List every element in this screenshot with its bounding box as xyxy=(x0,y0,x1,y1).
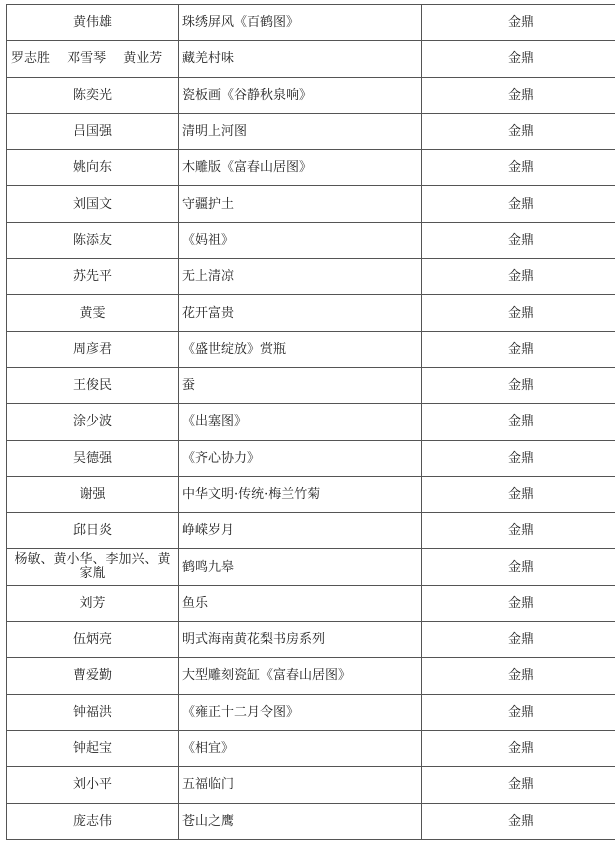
artist-name-cell: 钟起宝 xyxy=(7,730,179,766)
award-cell: 金鼎 xyxy=(422,440,615,476)
award-cell: 金鼎 xyxy=(422,295,615,331)
award-table xyxy=(6,4,615,840)
work-title-cell: 《盛世绽放》赏瓶 xyxy=(179,331,422,367)
artist-name-cell: 王俊民 xyxy=(7,367,179,403)
award-cell: 金鼎 xyxy=(422,585,615,621)
artist-name-cell: 涂少波 xyxy=(7,404,179,440)
table-row xyxy=(7,331,615,367)
award-cell: 金鼎 xyxy=(422,77,615,113)
work-title-cell: 无上清凉 xyxy=(179,259,422,295)
work-title-cell: 苍山之鹰 xyxy=(179,803,422,839)
table-row xyxy=(7,113,615,149)
table-row xyxy=(7,295,615,331)
table-row xyxy=(7,730,615,766)
work-title-cell: 瓷板画《谷静秋泉响》 xyxy=(179,77,422,113)
work-title-cell: 《妈祖》 xyxy=(179,222,422,258)
artist-name-cell: 陈添友 xyxy=(7,222,179,258)
award-cell: 金鼎 xyxy=(422,41,615,77)
award-cell: 金鼎 xyxy=(422,767,615,803)
award-table-body xyxy=(7,5,615,840)
table-row xyxy=(7,549,615,585)
artist-name-cell: 刘芳 xyxy=(7,585,179,621)
table-row xyxy=(7,622,615,658)
artist-name-cell: 苏先平 xyxy=(7,259,179,295)
award-cell: 金鼎 xyxy=(422,222,615,258)
award-cell: 金鼎 xyxy=(422,803,615,839)
artist-name-cell: 钟福洪 xyxy=(7,694,179,730)
artist-name-cell: 谢强 xyxy=(7,476,179,512)
table-row xyxy=(7,767,615,803)
artist-name-cell: 黄雯 xyxy=(7,295,179,331)
artist-name-cell: 杨敏、黄小华、李加兴、黄家胤 xyxy=(7,549,179,585)
table-row xyxy=(7,694,615,730)
artist-name-cell: 刘国文 xyxy=(7,186,179,222)
table-row xyxy=(7,658,615,694)
work-title-cell: 《出塞图》 xyxy=(179,404,422,440)
work-title-cell: 花开富贵 xyxy=(179,295,422,331)
award-cell: 金鼎 xyxy=(422,730,615,766)
table-row xyxy=(7,186,615,222)
table-row xyxy=(7,5,615,41)
artist-name-cell: 姚向东 xyxy=(7,150,179,186)
artist-name-cell: 吕国强 xyxy=(7,113,179,149)
work-title-cell: 木雕版《富春山居图》 xyxy=(179,150,422,186)
table-row xyxy=(7,222,615,258)
artist-name-cell: 罗志胜 邓雪琴 黄业芳 xyxy=(7,41,179,77)
artist-name-cell: 伍炳亮 xyxy=(7,622,179,658)
table-row xyxy=(7,77,615,113)
award-cell: 金鼎 xyxy=(422,259,615,295)
award-cell: 金鼎 xyxy=(422,186,615,222)
table-row xyxy=(7,150,615,186)
artist-name-cell: 刘小平 xyxy=(7,767,179,803)
work-title-cell: 《齐心协力》 xyxy=(179,440,422,476)
table-row xyxy=(7,41,615,77)
artist-name-cell: 周彦君 xyxy=(7,331,179,367)
work-title-cell: 守疆护土 xyxy=(179,186,422,222)
work-title-cell: 清明上河图 xyxy=(179,113,422,149)
artist-name-cell: 庞志伟 xyxy=(7,803,179,839)
award-cell: 金鼎 xyxy=(422,367,615,403)
artist-name-cell: 陈奕光 xyxy=(7,77,179,113)
work-title-cell: 鱼乐 xyxy=(179,585,422,621)
award-cell: 金鼎 xyxy=(422,404,615,440)
work-title-cell: 峥嵘岁月 xyxy=(179,513,422,549)
artist-name-cell: 邱日炎 xyxy=(7,513,179,549)
table-row xyxy=(7,513,615,549)
work-title-cell: 鹤鸣九皋 xyxy=(179,549,422,585)
award-cell: 金鼎 xyxy=(422,476,615,512)
work-title-cell: 大型雕刻瓷缸《富春山居图》 xyxy=(179,658,422,694)
artist-name-cell: 曹爱勤 xyxy=(7,658,179,694)
work-title-cell: 《雍正十二月令图》 xyxy=(179,694,422,730)
work-title-cell: 明式海南黄花梨书房系列 xyxy=(179,622,422,658)
table-row xyxy=(7,367,615,403)
work-title-cell: 五福临门 xyxy=(179,767,422,803)
artist-name-cell: 吴德强 xyxy=(7,440,179,476)
artist-name-cell: 黄伟雄 xyxy=(7,5,179,41)
table-row xyxy=(7,404,615,440)
award-cell: 金鼎 xyxy=(422,658,615,694)
table-row xyxy=(7,259,615,295)
work-title-cell: 珠绣屏风《百鹤图》 xyxy=(179,5,422,41)
table-row xyxy=(7,440,615,476)
work-title-cell: 《相宜》 xyxy=(179,730,422,766)
award-cell: 金鼎 xyxy=(422,113,615,149)
award-cell: 金鼎 xyxy=(422,549,615,585)
work-title-cell: 蚕 xyxy=(179,367,422,403)
table-row xyxy=(7,585,615,621)
work-title-cell: 中华文明·传统·梅兰竹菊 xyxy=(179,476,422,512)
award-cell: 金鼎 xyxy=(422,150,615,186)
work-title-cell: 藏羌村味 xyxy=(179,41,422,77)
award-cell: 金鼎 xyxy=(422,694,615,730)
award-cell: 金鼎 xyxy=(422,513,615,549)
table-row xyxy=(7,476,615,512)
award-cell: 金鼎 xyxy=(422,622,615,658)
award-cell: 金鼎 xyxy=(422,5,615,41)
award-cell: 金鼎 xyxy=(422,331,615,367)
table-row xyxy=(7,803,615,839)
award-list-page xyxy=(6,4,609,840)
